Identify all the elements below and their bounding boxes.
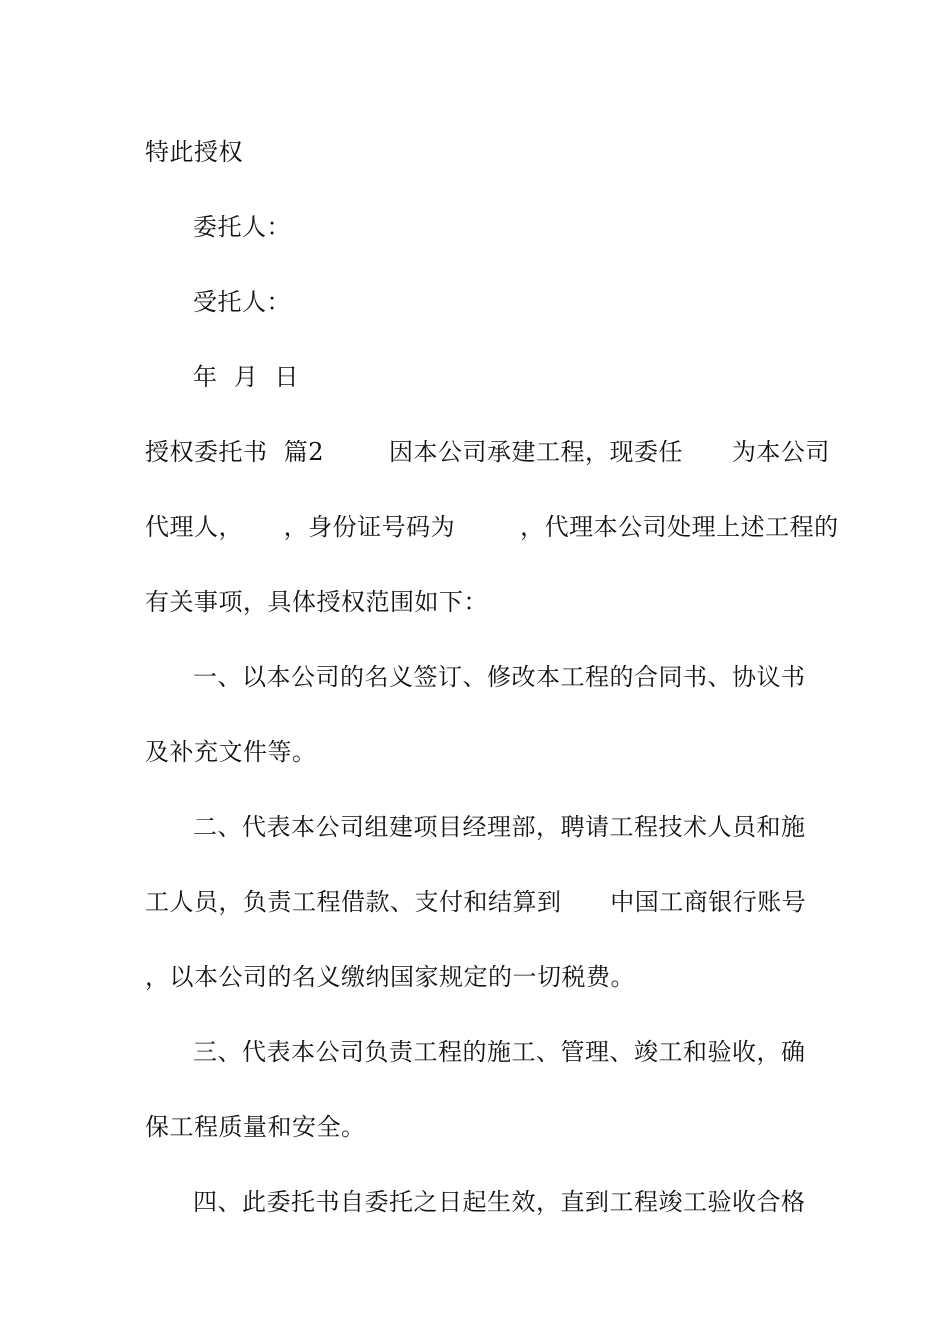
paragraph-line: 有关事项，具体授权范围如下：	[145, 588, 488, 616]
clause-one-line: 一、以本公司的名义签订、修改本工程的合同书、协议书	[193, 663, 806, 691]
closing-line: 特此授权	[145, 138, 243, 166]
paragraph-line: 代理人， ，身份证号码为 ，代理本公司处理上述工程的	[145, 513, 839, 541]
principal-line: 委托人：	[193, 213, 291, 241]
clause-two-continuation: 工人员，负责工程借款、支付和结算到 中国工商银行账号	[145, 888, 807, 916]
agent-line: 受托人：	[193, 288, 291, 316]
clause-two-continuation: ，以本公司的名义缴纳国家规定的一切税费。	[145, 963, 635, 991]
clause-three-continuation: 保工程质量和安全。	[145, 1113, 366, 1141]
clause-two-line: 二、代表本公司组建项目经理部，聘请工程技术人员和施	[193, 813, 806, 841]
clause-four-line: 四、此委托书自委托之日起生效，直到工程竣工验收合格	[193, 1188, 806, 1216]
paragraph-line: 授权委托书 篇2 因本公司承建工程，现委任 为本公司	[145, 438, 830, 466]
clause-three-line: 三、代表本公司负责工程的施工、管理、竣工和验收，确	[193, 1038, 806, 1066]
clause-one-continuation: 及补充文件等。	[145, 738, 317, 766]
date-line: 年 月 日	[193, 363, 300, 391]
